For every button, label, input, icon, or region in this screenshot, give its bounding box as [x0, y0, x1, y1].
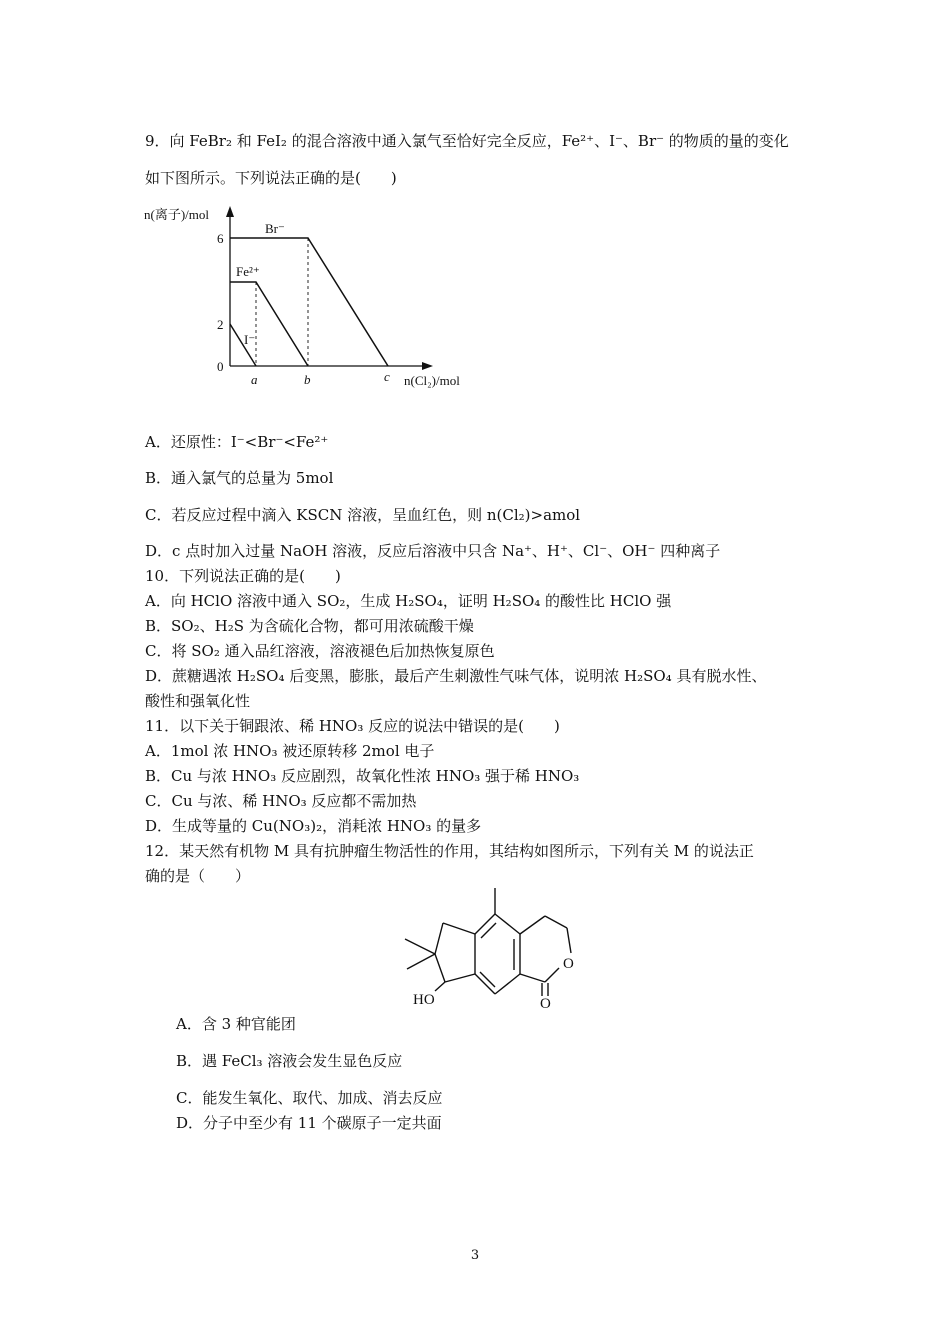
y-tick-2: 2 — [217, 317, 224, 332]
y-axis-label: n(离子)/mol — [144, 207, 209, 222]
q12-option-d: D．分子中至少有 11 个碳原子一定共面 — [176, 1114, 442, 1132]
q11-option-a: A．1mol 浓 HNO₃ 被还原转移 2mol 电子 — [145, 742, 435, 760]
q10-option-d-cont: 酸性和强氧化性 — [145, 692, 251, 710]
x-axis-label: n(Cl₂)/mol — [404, 373, 460, 388]
q9-stem-line1: 9．向 FeBr₂ 和 FeI₂ 的混合溶液中通入氯气至恰好完全反应，Fe²⁺、I⁻、Br⁻ 的物质的量的变化 — [145, 132, 789, 150]
q9-option-d: D．c 点时加入过量 NaOH 溶液，反应后溶液中只含 Na⁺、H⁺、Cl⁻、OH⁻ 四种离子 — [145, 542, 721, 560]
label-i: I⁻ — [244, 332, 256, 347]
q11-stem: 11．以下关于铜跟浓、稀 HNO₃ 反应的说法中错误的是( ) — [145, 717, 560, 735]
label-br: Br⁻ — [265, 221, 285, 236]
q9-option-b: B．通入氯气的总量为 5mol — [145, 469, 334, 487]
q10-option-c: C．将 SO₂ 通入品红溶液，溶液褪色后加热恢复原色 — [145, 642, 495, 660]
q10-option-d: D．蔗糖遇浓 H₂SO₄ 后变黑，膨胀，最后产生刺激性气味气体，说明浓 H₂SO₄ 具有脱水性、 — [145, 667, 767, 685]
q10-option-b: B．SO₂、H₂S 为含硫化合物，都可用浓硫酸干燥 — [145, 617, 474, 635]
q11-option-d: D．生成等量的 Cu(NO₃)₂，消耗浓 HNO₃ 的量多 — [145, 817, 482, 835]
q9-ion-chart — [140, 200, 480, 400]
q11-option-c: C．Cu 与浓、稀 HNO₃ 反应都不需加热 — [145, 792, 417, 810]
x-tick-b: b — [304, 372, 311, 387]
q12-option-c: C．能发生氧化、取代、加成、消去反应 — [176, 1089, 443, 1107]
atom-ho: HO — [413, 992, 435, 1008]
y-tick-0: 0 — [217, 359, 224, 374]
x-tick-a: a — [251, 372, 258, 387]
q12-stem-line2: 确的是（ ） — [145, 867, 251, 885]
series-fe — [230, 282, 308, 366]
page-number: 3 — [470, 1248, 480, 1263]
q12-option-b: B．遇 FeCl₃ 溶液会发生显色反应 — [176, 1052, 403, 1070]
q10-stem: 10．下列说法正确的是( ) — [145, 567, 341, 585]
x-tick-c: c — [384, 369, 390, 384]
q12-option-a: A．含 3 种官能团 — [176, 1015, 296, 1033]
q12-stem-line1: 12．某天然有机物 M 具有抗肿瘤生物活性的作用，其结构如图所示，下列有关 M 的说法正 — [145, 842, 754, 860]
y-tick-6: 6 — [217, 231, 224, 246]
q12-molecule-structure — [395, 884, 600, 1012]
atom-o-ring: O — [563, 956, 574, 972]
q10-option-a: A．向 HClO 溶液中通入 SO₂，生成 H₂SO₄，证明 H₂SO₄ 的酸性比 HClO 强 — [145, 592, 672, 610]
x-axis-arrow — [422, 362, 433, 370]
q11-option-b: B．Cu 与浓 HNO₃ 反应剧烈，故氧化性浓 HNO₃ 强于稀 HNO₃ — [145, 767, 580, 785]
atom-o-carbonyl: O — [540, 996, 551, 1012]
q9-option-c: C．若反应过程中滴入 KSCN 溶液，呈血红色，则 n(Cl₂)>amol — [145, 506, 581, 524]
label-fe: Fe²⁺ — [236, 264, 260, 279]
q9-option-a: A．还原性：I⁻<Br⁻<Fe²⁺ — [145, 433, 329, 451]
y-axis-arrow — [226, 206, 234, 217]
q9-stem-line2: 如下图所示。下列说法正确的是( ) — [145, 169, 397, 187]
